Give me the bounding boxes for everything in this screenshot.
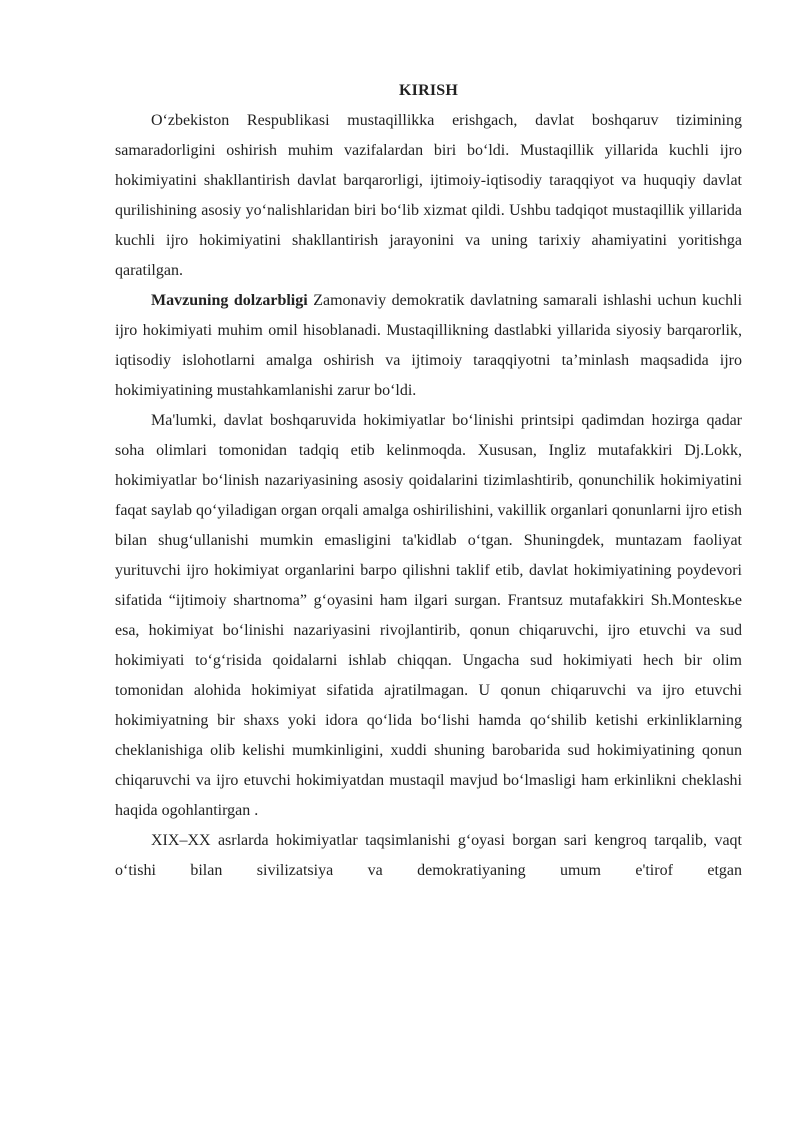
document-body [115, 76, 742, 886]
paragraph-text: Ma'lumki, davlat boshqaruvida hokimiyatlar bo‘linishi printsipi qadimdan hozirga qadar soha olimlari tomonidan tadqiq etib kelinmoqda. Xususan, Ingliz mutafakkiri Dj.Lokk, hokimiyatlar bo‘linish nazariyasining asosiy qoidalarini tizimlashtirib, qonunchilik hokimiyatini faqat saylab qo‘yiladigan organ orqali amalga oshirilishini, vakillik organlari qonunlarni ijro etish bilan shug‘ullanishi mumkin emasligini ta'kidlab o‘tgan. Shuningdek, muntazam faoliyat yurituvchi ijro hokimiyat organlarini barpo qilishni taklif etib, davlat hokimiyatining poydevori sifatida “ijtimoiy shartnoma” g‘oyasini ham ilgari surgan. Frantsuz mutafakkiri Sh.Monteskьe esa, hokimiyat bo‘linishi nazariyasini rivojlantirib, qonun chiqaruvchi, ijro etuvchi va sud hokimiyati to‘g‘risida qoidalarni ishlab chiqqan. Ungacha sud hokimiyati hech bir olim tomonidan alohida hokimiyat sifatida ajratilmagan. U qonun chiqaruvchi va ijro etuvchi hokimiyatning bir shaxs yoki idora qo‘lida bo‘lishi hamda qo‘shilib ketishi erkinliklarning cheklanishiga olib kelishi mumkinligini, xuddi shuning barobarida sud hokimiyatining qonun chiqaruvchi va ijro etuvchi hokimiyatdan mustaqil mavjud bo‘lmasligi ham erkinlikni cheklashi haqida ogohlantirgan . [115, 412, 742, 819]
paragraph-text: Zamonaviy demokratik davlatning samarali ishlashi uchun kuchli ijro hokimiyati muhim omil hisoblanadi. Mustaqillikning dastlabki yillarida siyosiy barqarorlik, iqtisodiy islohotlarni amalga oshirish va ijtimoiy taraqqiyotni ta’minlash maqsadida ijro hokimiyatining mustahkamlanishi zarur bo‘ldi. [115, 292, 743, 399]
paragraph-text: O‘zbekiston Respublikasi mustaqillikka erishgach, davlat boshqaruv tizimining samaradorligini oshirish muhim vazifalardan biri bo‘ldi. Mustaqillik yillarida kuchli ijro hokimiyatini shakllantirish davlat barqarorligi, ijtimoiy-iqtisodiy taraqqiyot va huquqiy davlat qurilishining asosiy yo‘nalishlaridan biri bo‘lib xizmat qildi. Ushbu tadqiqot mustaqillik yillarida kuchli ijro hokimiyatini shakllantirish jarayonini va uning tarixiy ahamiyatini yoritishga qaratilgan. [115, 112, 742, 279]
paragraph-lead-bold: Mavzuning dolzarbligi [151, 292, 308, 309]
paragraph-intro [115, 106, 742, 286]
paragraph-separation-of-powers [115, 406, 742, 826]
paragraph-text: XIX–XX asrlarda hokimiyatlar taqsimlanishi g‘oyasi borgan sari kengroq tarqalib, vaqt o‘tishi bilan sivilizatsiya va demokratiyaning umum e'tirof etgan [115, 832, 742, 879]
paragraph-xix-xx-centuries [115, 826, 742, 886]
section-title: KIRISH [399, 82, 458, 99]
paragraph-relevance [115, 286, 742, 406]
